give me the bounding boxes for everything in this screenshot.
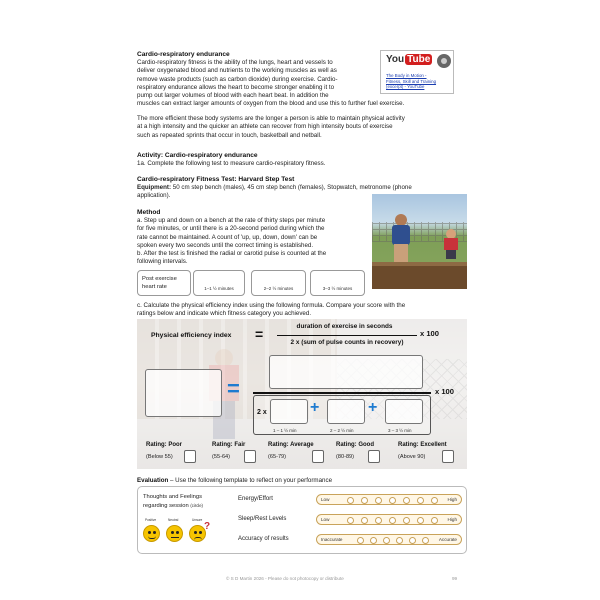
scale-option[interactable]	[375, 497, 382, 504]
scale-low: Low	[321, 517, 330, 522]
intro-line: The more efficient these body systems are the longer a person is able to maintain physical activity	[137, 115, 405, 122]
rating-average	[268, 442, 314, 460]
intro-line: respiratory endurance allows the heart to become stronger enabling it to	[137, 83, 335, 91]
pulse-input-interval-3[interactable]	[310, 270, 365, 296]
rating-label: Rating: Good	[336, 442, 374, 448]
scale-option[interactable]	[361, 497, 368, 504]
scale-high: High	[447, 517, 457, 522]
method-line: following intervals.	[137, 258, 188, 266]
pulse-input-interval-1[interactable]	[193, 270, 245, 296]
method-heading: Method	[137, 209, 161, 216]
youtube-video-link[interactable]	[386, 73, 452, 90]
film-reel-icon	[437, 54, 451, 68]
youtube-logo	[386, 54, 432, 65]
intro-line: muscles can extract larger amounts of oxygen from the blood and use this to further fuel exercise.	[137, 100, 405, 108]
two-times: 2 x	[257, 409, 267, 416]
tf-line: Thoughts and Feelings	[143, 494, 202, 500]
scale-option[interactable]	[383, 537, 390, 544]
scale-accuracy[interactable]	[316, 534, 462, 545]
page-number: 99	[452, 576, 458, 581]
rating-checkbox[interactable]	[368, 450, 380, 463]
intro-line: such as repeated sprints that occur in touch, basketball and netball.	[137, 131, 322, 139]
rating-label: Rating: Excellent	[398, 442, 447, 448]
scale-option[interactable]	[396, 537, 403, 544]
pulse-sum-input-2[interactable]	[327, 399, 365, 424]
neutral-face-icon[interactable]	[166, 525, 183, 542]
plus-sign: +	[368, 399, 378, 416]
times-100-top: x 100	[420, 329, 440, 338]
scale-option[interactable]	[370, 537, 377, 544]
equipment-text	[137, 184, 412, 201]
evaluation-heading-rest: – Use the following template to reflect on your performance	[168, 477, 333, 484]
intro-paragraph-2	[137, 115, 405, 140]
calculation-instruction	[137, 302, 405, 319]
evaluation-template	[137, 486, 467, 554]
intro-line: pump out larger volumes of blood with each heart beat. In addition the	[137, 92, 329, 100]
scale-option[interactable]	[431, 517, 438, 524]
link-line: Fitness, Skill and Training	[386, 78, 437, 84]
rating-checkbox[interactable]	[244, 450, 256, 463]
activity-instruction: 1a. Complete the following test to measure cardio-respiratory fitness.	[137, 160, 326, 167]
intro-heading: Cardio-respiratory endurance	[137, 51, 230, 58]
intro-line: Cardio-respiratory fitness is the ability of the lungs, heart and vessels to	[137, 59, 333, 66]
scale-low: Inaccurate	[321, 537, 343, 542]
interval-min-label: 2 – 2 ½ min	[330, 428, 354, 433]
scale-high: High	[447, 497, 457, 502]
pei-result-input[interactable]	[145, 369, 222, 417]
rating-label: Rating: Poor	[146, 442, 182, 448]
scale-low: Low	[321, 497, 330, 502]
method-text	[137, 217, 326, 267]
box-label-line: Post exercise	[142, 276, 177, 282]
rating-range: (Below 55)	[146, 454, 173, 460]
rating-fair	[212, 442, 246, 460]
face-caption: Unsure	[192, 518, 203, 522]
method-line: a. Step up and down on a bench at the rate of thirty steps per minute	[137, 217, 326, 224]
scale-label-sleep: Sleep/Rest Levels	[238, 516, 287, 522]
scale-sleep[interactable]	[316, 514, 462, 525]
link-line: The Body in Motion -	[386, 73, 427, 78]
thoughts-feelings-label	[143, 494, 203, 510]
scale-option[interactable]	[347, 497, 354, 504]
youtube-logo-tube: Tube	[407, 54, 431, 65]
rating-excellent	[398, 442, 447, 460]
method-line: for five minutes, or until there is a 20-second period during which the	[137, 225, 325, 233]
interval-min-label: 1 – 1 ½ min	[273, 428, 297, 433]
scale-option[interactable]	[347, 517, 354, 524]
method-line: spoken every two seconds until the correct timing is established.	[137, 241, 314, 249]
box-label-line: heart rate	[142, 284, 167, 290]
scale-option[interactable]	[361, 517, 368, 524]
tf-circle-note: (circle)	[190, 502, 203, 508]
youtube-logo-you: You	[386, 54, 405, 65]
scale-option[interactable]	[422, 537, 429, 544]
copyright-footer: © S D Martin 2026 - Please do not photocopy or distribute	[226, 576, 344, 581]
scale-option[interactable]	[409, 537, 416, 544]
rating-label: Rating: Average	[268, 442, 314, 448]
rating-label: Rating: Fair	[212, 442, 246, 448]
scale-label-accuracy: Accuracy of results	[238, 536, 289, 542]
scale-option[interactable]	[357, 537, 364, 544]
scale-option[interactable]	[389, 497, 396, 504]
interval-label: 3–3 ½ minutes	[322, 286, 353, 291]
intro-line: at a high intensity and the quicker an athlete can recover from high intensity bouts of exercise	[137, 123, 393, 131]
pei-title: Physical efficiency index	[151, 332, 232, 339]
rating-range: (55-64)	[212, 454, 231, 460]
scale-option[interactable]	[417, 517, 424, 524]
instruction-line: ratings below and indicate which fitness category you achieved.	[137, 310, 312, 318]
question-mark-icon: ?	[204, 521, 211, 532]
link-line: (excerpt) - YouTube	[386, 84, 425, 90]
equals-sign: =	[255, 326, 264, 342]
scale-label-energy: Energy/Effort	[238, 496, 273, 502]
tf-line: regarding session	[143, 502, 191, 509]
formula-denominator: 2 x (sum of pulse counts in recovery)	[290, 339, 404, 346]
equipment-line: 50 cm step bench (males), 45 cm step bench (females), Stopwatch, metronome (phone	[171, 184, 412, 191]
rating-range: (Above 90)	[398, 454, 426, 460]
duration-input[interactable]	[269, 355, 423, 389]
pulse-input-interval-2[interactable]	[251, 270, 306, 296]
scale-option[interactable]	[389, 517, 396, 524]
face-caption: Neutral	[168, 518, 179, 522]
times-100-bottom: x 100	[435, 387, 455, 396]
scale-option[interactable]	[417, 497, 424, 504]
test-heading: Cardio-respiratory Fitness Test: Harvard Step Test	[137, 176, 295, 183]
evaluation-heading	[137, 477, 332, 484]
scale-energy[interactable]	[316, 494, 462, 505]
pulse-sum-input-3[interactable]	[385, 399, 423, 424]
scale-high: Accurate	[438, 537, 457, 542]
rating-poor	[146, 442, 182, 460]
intro-paragraph-1	[137, 59, 404, 109]
equipment-label: Equipment:	[137, 184, 172, 191]
fraction-bar	[277, 335, 417, 336]
happy-face-icon[interactable]	[143, 525, 160, 542]
plus-sign: +	[310, 399, 320, 416]
equipment-line: application).	[137, 192, 171, 200]
step-test-photo	[372, 194, 467, 289]
interval-min-label: 3 – 3 ½ min	[388, 428, 412, 433]
face-caption: Positive	[145, 518, 157, 522]
post-exercise-heart-rate-label	[137, 270, 191, 296]
pulse-sum-input-1[interactable]	[270, 399, 308, 424]
rating-checkbox[interactable]	[184, 450, 196, 463]
rating-checkbox[interactable]	[442, 450, 454, 463]
youtube-video-card[interactable]	[380, 50, 454, 94]
instruction-line: c. Calculate the physical efficiency index using the following formula. Compare your score with the	[137, 302, 406, 309]
equals-sign-blue: =	[227, 376, 240, 401]
scale-option[interactable]	[403, 517, 410, 524]
fraction-bar-lower	[253, 392, 431, 394]
scale-option[interactable]	[431, 497, 438, 504]
scale-option[interactable]	[375, 517, 382, 524]
formula-numerator: duration of exercise in seconds	[296, 323, 393, 330]
interval-label: 2–2 ½ minutes	[263, 286, 294, 291]
rating-good	[336, 442, 374, 460]
evaluation-heading-bold: Evaluation	[137, 477, 169, 484]
rating-checkbox[interactable]	[312, 450, 324, 463]
rating-range: (65-79)	[268, 454, 287, 460]
interval-label: 1–1 ½ minutes	[204, 286, 234, 291]
scale-option[interactable]	[403, 497, 410, 504]
rating-range: (80-89)	[336, 454, 355, 460]
intro-line: deliver oxygenated blood and nutrients to the working muscles as well as	[137, 67, 337, 75]
activity-heading: Activity: Cardio-respiratory endurance	[137, 152, 258, 159]
method-line: rate cannot be maintained. A count of 'up, up, down, down' can be	[137, 233, 318, 241]
intro-line: remove waste products (such as carbon dioxide) during exercise. Cardio-	[137, 75, 338, 83]
method-line: b. After the test is finished the radial or carotid pulse is counted at the	[137, 250, 327, 258]
